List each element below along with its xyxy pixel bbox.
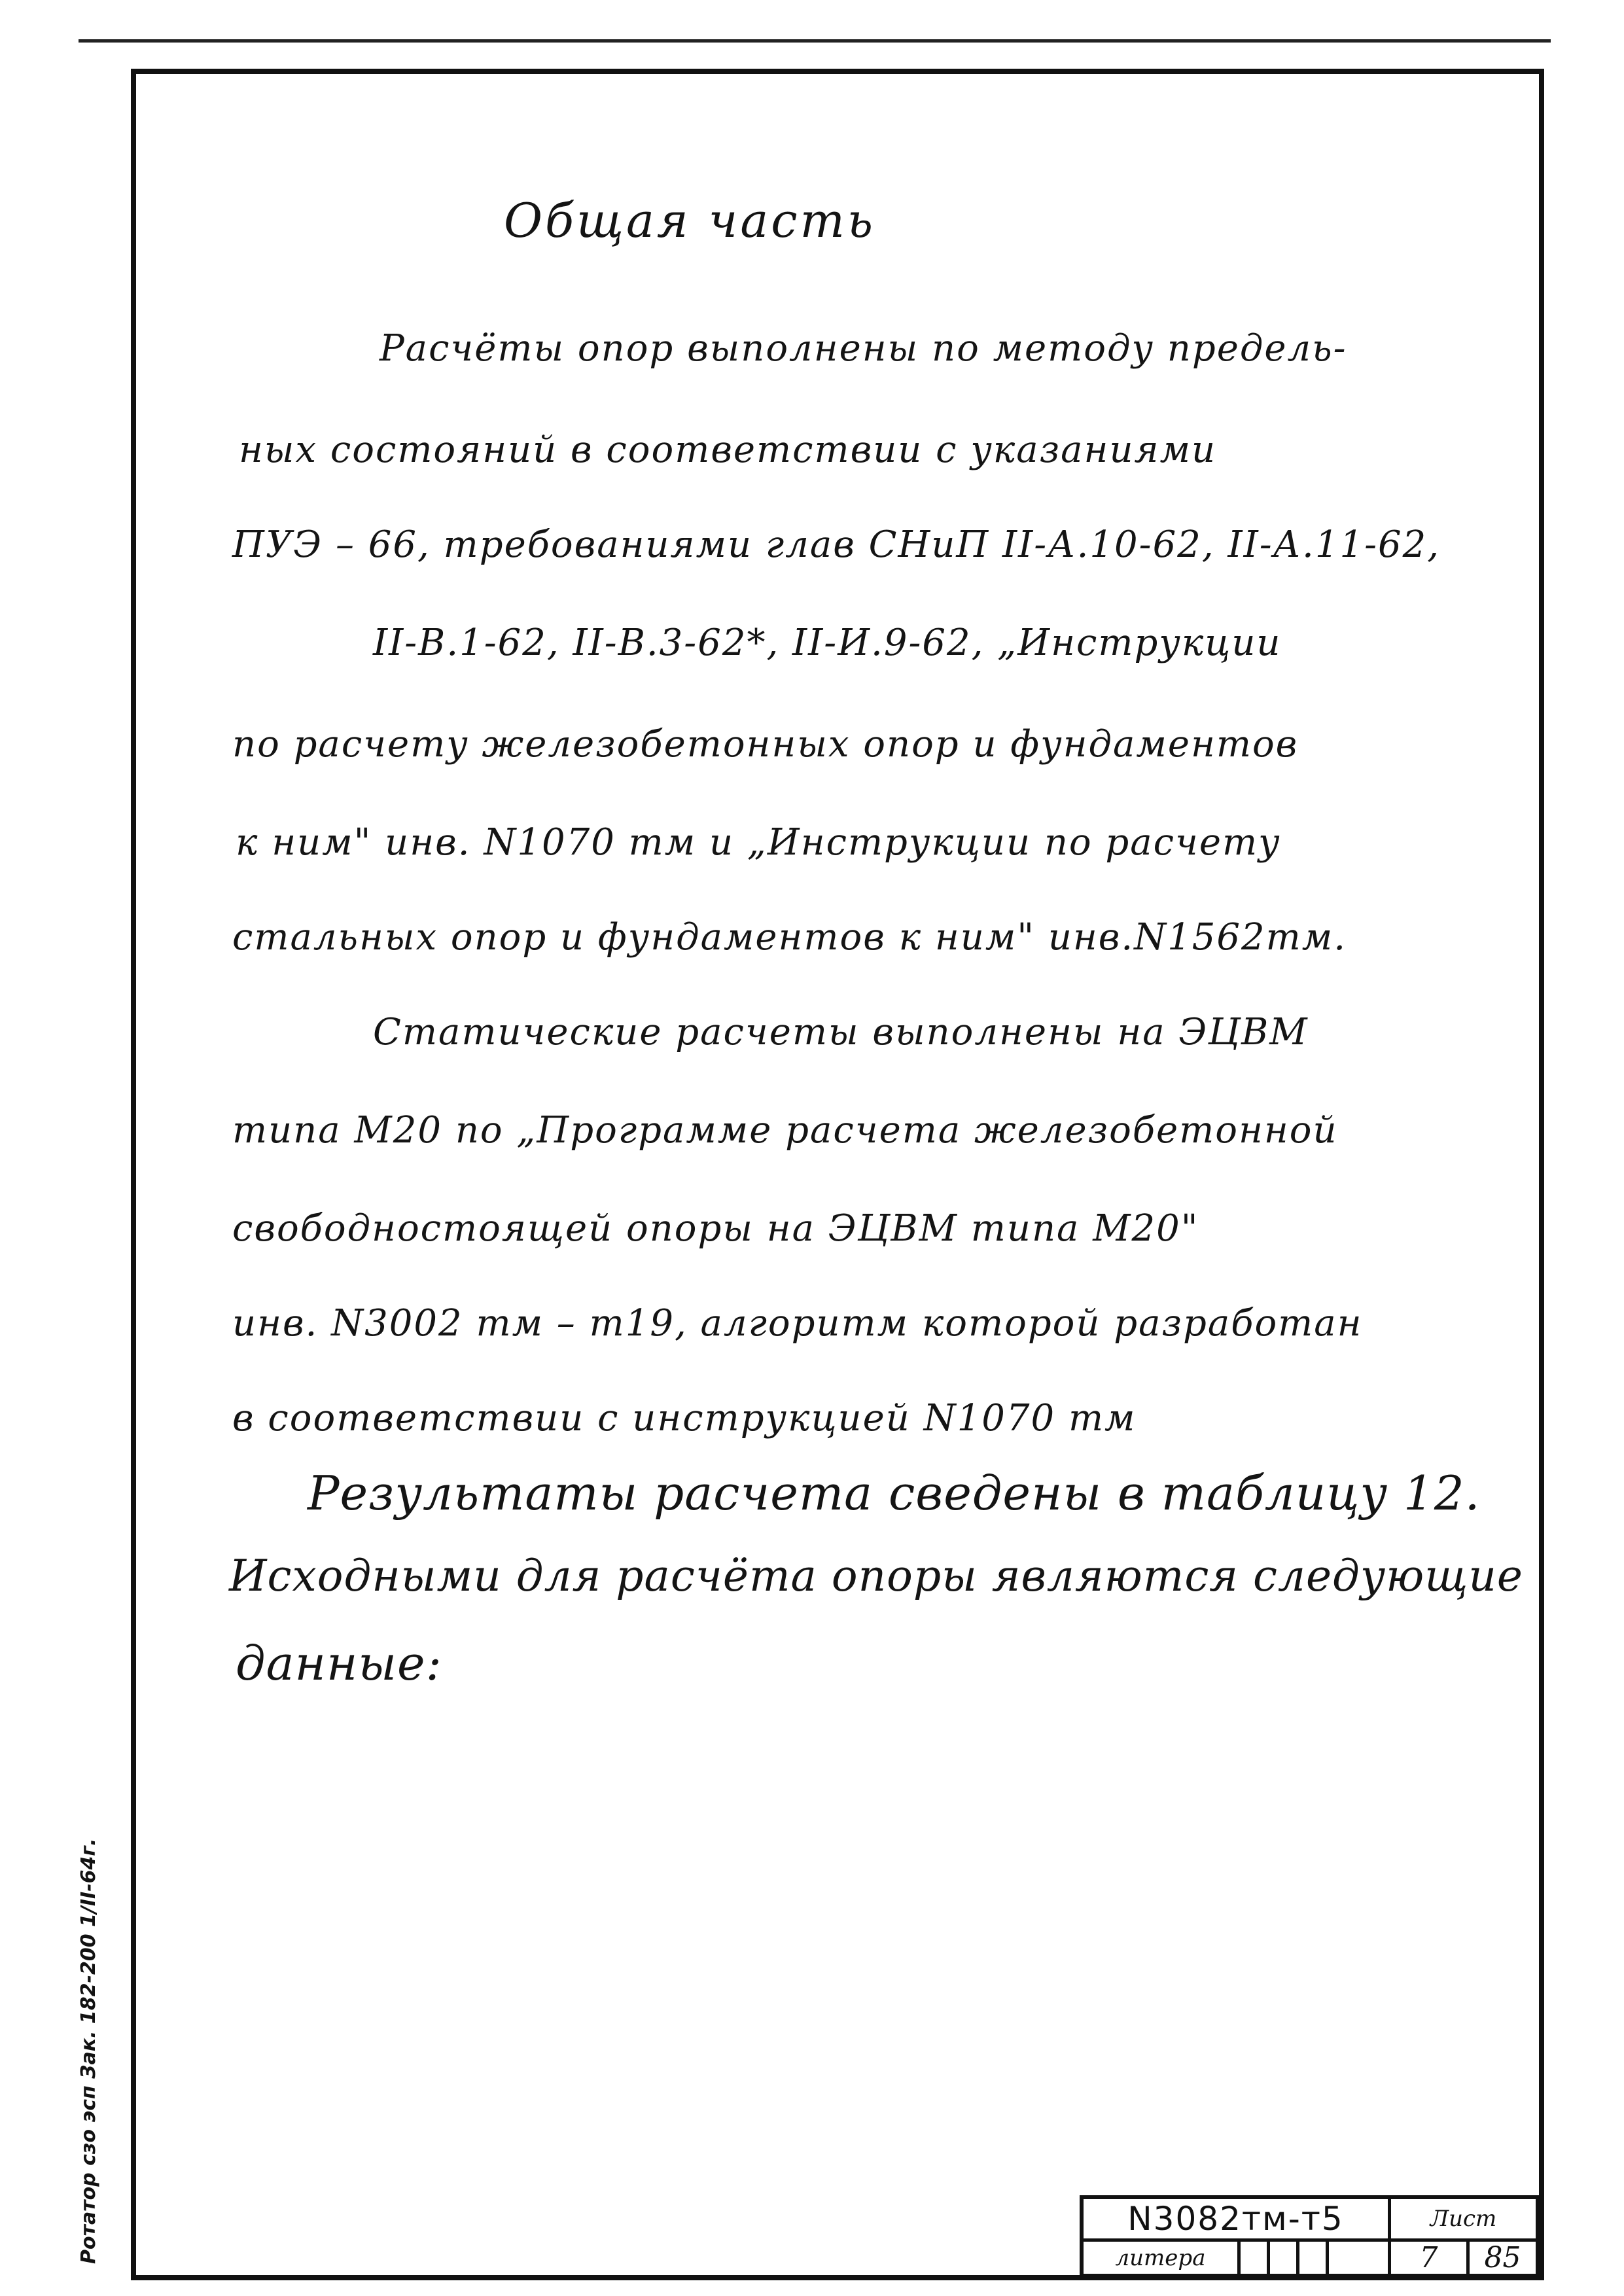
- text-line: ПУЭ – 66, требованиями глав СНиП II-А.10-62, II-А.11-62,: [232, 523, 1441, 566]
- liter-box: [1241, 2242, 1270, 2277]
- sheet-number: 7: [1391, 2242, 1470, 2277]
- text-line: Расчёты опор выполнены по методу предель-: [380, 327, 1347, 370]
- liter-box: [1270, 2242, 1299, 2277]
- liter-box: [1329, 2242, 1391, 2277]
- text-line: инв. N3002 тм – т19, алгоритм которой разработан: [232, 1302, 1363, 1345]
- text-line: свободностоящей опоры на ЭЦВМ типа М20": [232, 1207, 1199, 1250]
- text-line: по расчету железобетонных опор и фундаментов: [232, 723, 1299, 766]
- top-rule: [79, 39, 1551, 43]
- print-note: Ротатор сзо эсп Зак. 182-200 1/II-64г.: [77, 1838, 100, 2264]
- text-line: Результаты расчета сведены в таблицу 12.: [308, 1466, 1481, 1521]
- title-block: [1080, 2195, 1539, 2277]
- text-line: типа М20 по „Программе расчета железобетонной: [232, 1109, 1338, 1152]
- document-number: N3082тм-т5: [1084, 2199, 1391, 2242]
- text-line: данные:: [236, 1636, 442, 1691]
- text-line: в соответствии с инструкцией N1070 тм: [232, 1397, 1137, 1439]
- text-line: Статические расчеты выполнены на ЭЦВМ: [373, 1011, 1309, 1053]
- text-line: стальных опор и фундаментов к ним" инв.N1562тм.: [232, 916, 1347, 959]
- text-line: II-В.1-62, II-В.3-62*, II-И.9-62, „Инструкции: [373, 622, 1282, 664]
- text-line: ных состояний в соответствии с указаниями: [239, 429, 1217, 471]
- liter-box: [1299, 2242, 1329, 2277]
- text-line: Исходными для расчёта опоры являются следующие: [229, 1551, 1523, 1601]
- sheet-total: 85: [1470, 2242, 1539, 2277]
- text-line: к ним" инв. N1070 тм и „Инструкции по расчету: [236, 821, 1281, 864]
- sheet-frame: [131, 69, 1544, 2280]
- liter-label: литера: [1084, 2242, 1241, 2277]
- section-title: Общая часть: [504, 193, 876, 248]
- sheet-label: Лист: [1391, 2199, 1539, 2242]
